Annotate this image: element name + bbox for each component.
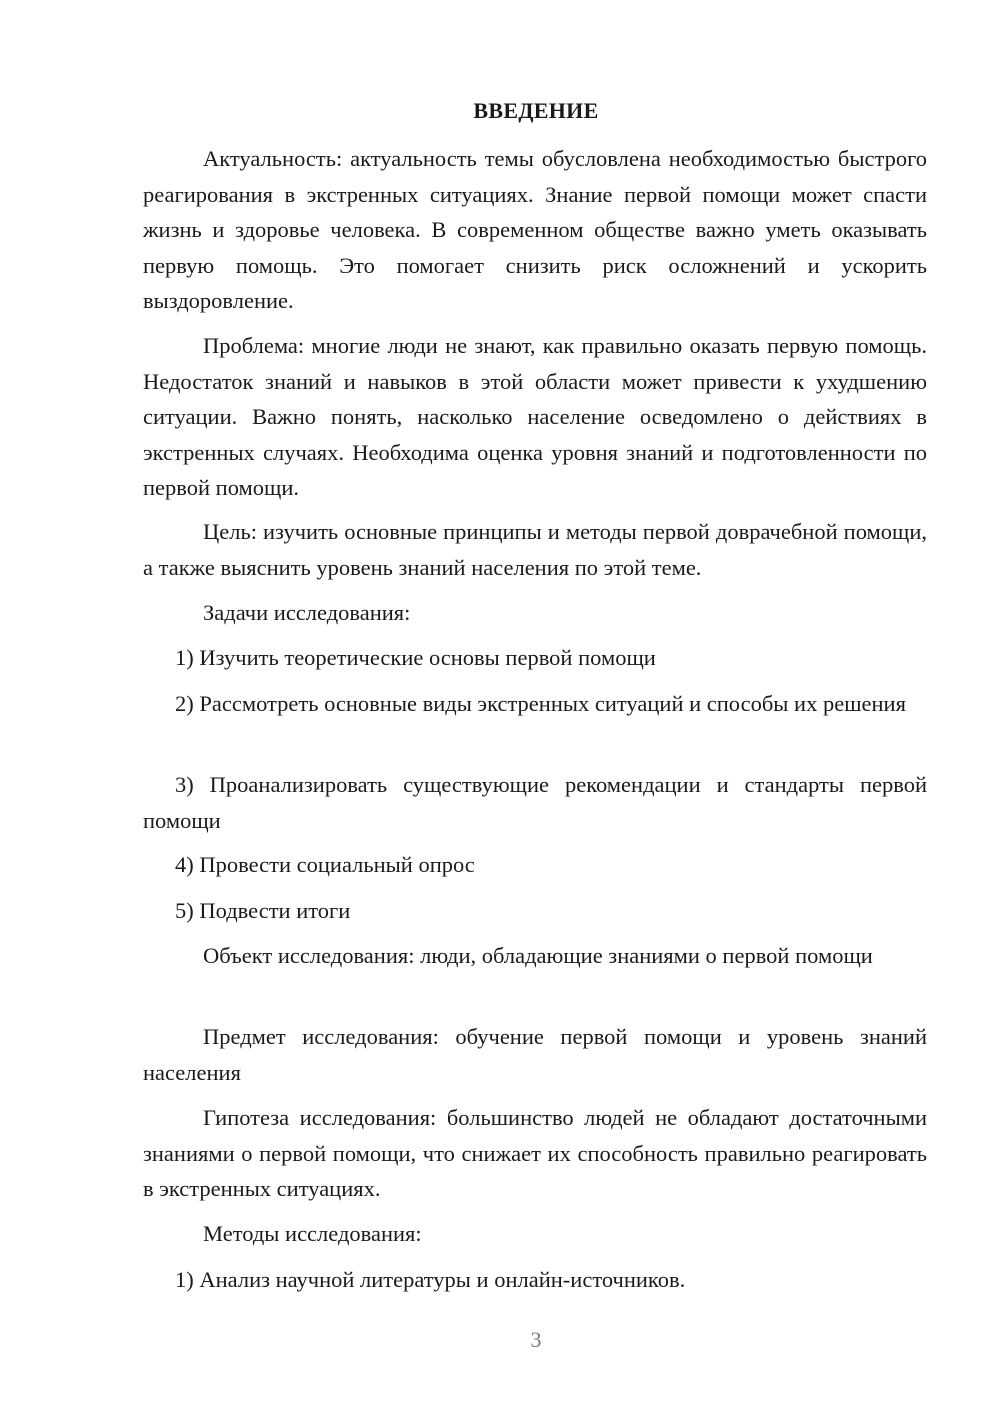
paragraph-hypothesis: Гипотеза исследования: большинство людей не обладают достаточными знаниями о первой помощи, что снижает их способность правильно реагировать в экстренных ситуациях. bbox=[143, 1105, 927, 1201]
method-item-1: 1) Анализ научной литературы и онлайн-источников. bbox=[175, 1267, 686, 1292]
paragraph-relevance: Актуальность: актуальность темы обусловлена необходимостью быстрого реагирования в экстренных ситуациях. Знание первой помощи может спасти жизнь и здоровье человека. В современном обществе важно уметь оказывать первую помощь. Это помогает снизить риск осложнений и ускорить выздоровление. bbox=[143, 146, 927, 313]
task-item-1: 1) Изучить теоретические основы первой помощи bbox=[175, 645, 656, 670]
section-heading: ВВЕДЕНИЕ bbox=[473, 98, 599, 123]
task-item-4: 4) Провести социальный опрос bbox=[175, 852, 475, 877]
paragraph-problem: Проблема: многие люди не знают, как правильно оказать первую помощь. Недостаток знаний и навыков в этой области может привести к ухудшению ситуации. Важно понять, насколько население осведомлено о действиях в экстренных случаях. Необходима оценка уровня знаний и подготовленности по первой помощи. bbox=[143, 333, 927, 500]
task-item-5: 5) Подвести итоги bbox=[175, 898, 351, 923]
paragraph-subject: Предмет исследования: обучение первой помощи и уровень знаний населения bbox=[143, 1024, 927, 1085]
page-number: 3 bbox=[530, 1327, 542, 1352]
methods-title: Методы исследования: bbox=[203, 1221, 422, 1246]
task-item-2: 2) Рассмотреть основные виды экстренных ситуаций и способы их решения bbox=[175, 691, 906, 716]
paragraph-goal: Цель: изучить основные принципы и методы первой доврачебной помощи, а также выяснить уровень знаний населения по этой теме. bbox=[143, 519, 927, 580]
tasks-title: Задачи исследования: bbox=[203, 600, 411, 625]
paragraph-object: Объект исследования: люди, обладающие знаниями о первой помощи bbox=[203, 943, 873, 968]
task-item-3: 3) Проанализировать существующие рекомендации и стандарты первой помощи bbox=[143, 772, 927, 833]
